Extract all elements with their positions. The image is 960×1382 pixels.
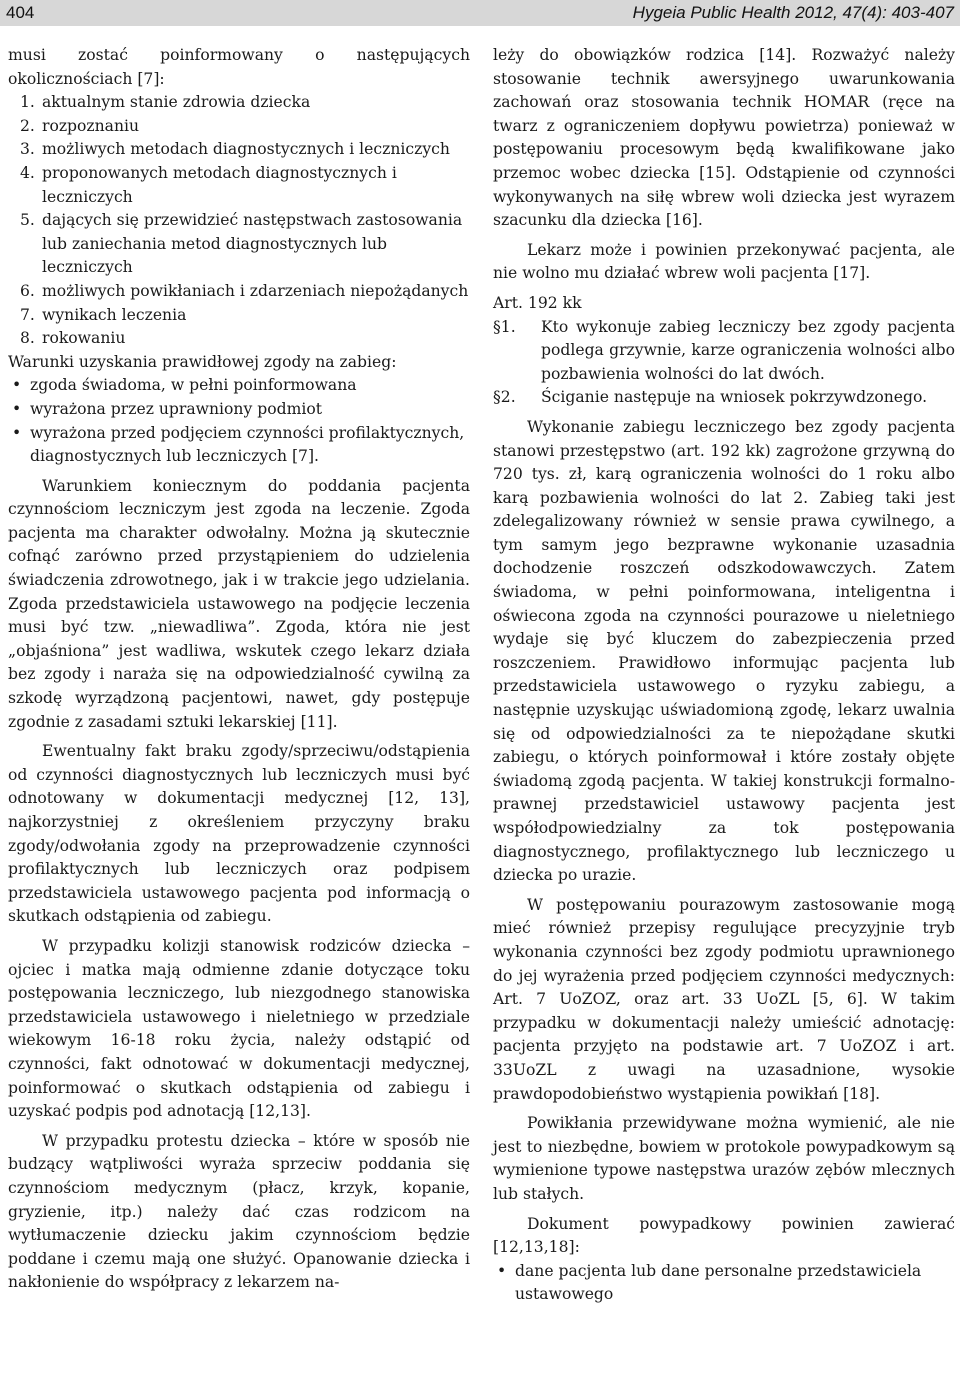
article-title: Art. 192 kk bbox=[493, 293, 582, 312]
intro-text: musi zostać poinformowany o następujących okolicznościach [7]: bbox=[8, 46, 470, 88]
law-text: Ściganie następuje na wniosek pokrzywdzonego. bbox=[541, 388, 928, 407]
list-item: 8. rokowaniu bbox=[42, 327, 470, 351]
body-paragraph: Warunkiem koniecznym do poddania pacjenta czynnościom leczniczym jest zgoda na leczenie. Zgoda pacjenta ma charakter odwołalny. Można ją skutecznie cofnąć zarówno przed przystąpieniem do udzielenia świadczenia zdrowotnego, jak i w trakcie jego udzielania. Zgoda przedstawiciela ustawowego na podjęcie leczenia musi być tzw. „niewadliwa”. Zgoda, która nie jest „objaśniona” jest wadliwa, wskutek czego lekarz działa bez zgody i naraża się na odpowiedzialność cywilną za szkodę wyrządzoną pacjentowi, nawet, gdy postępuje zgodnie z zasadami sztuki lekarskiej [11]. bbox=[8, 476, 470, 731]
body-paragraph: Ewentualny fakt braku zgody/sprzeciwu/odstąpienia od czynności diagnostycznych lub leczniczych musi być odnotowany w dokumentacji medycznej [12, 13], najkorzystniej z określeniem przyczyny braku zgody/odwołania zgody na przeprowadzenie czynności profilaktycznych lub leczniczych oraz podpisem przedstawiciela ustawowego pacjenta pod informacją o skutkach odstąpienia od zabiegu. bbox=[8, 742, 470, 926]
left-column bbox=[8, 44, 470, 1295]
right-column bbox=[493, 44, 955, 1307]
list-item: 7. wynikach leczenia bbox=[42, 304, 470, 328]
list-item: • dane pacjenta lub dane personalne przedstawiciela ustawowego bbox=[515, 1260, 955, 1307]
section-mark: §2. bbox=[493, 388, 516, 407]
journal-citation: Hygeia Public Health 2012, 47(4): 403-407 bbox=[632, 3, 954, 22]
law-clause bbox=[493, 386, 955, 410]
page-number: 404 bbox=[6, 3, 35, 22]
section-mark: §1. bbox=[493, 317, 516, 336]
body-paragraph: W przypadku protestu dziecka – które w sposób nie budzący wątpliwości wyraża sprzeciw poddania się czynnościom medycznym (płacz, krzyk, kopanie, gryzienie, itp.) należy dać czas rodzicom na wytłumaczenie dziecku jakim czynnościom będzie poddane i czemu mają one służyć. Opanowanie dziecka i nakłonienie do współpracy z lekarzem na- bbox=[8, 1131, 470, 1292]
body-paragraph: Dokument powypadkowy powinien zawierać [12,13,18]: bbox=[493, 1214, 955, 1257]
list-item: 6. możliwych powikłaniach i zdarzeniach niepożądanych bbox=[42, 280, 470, 304]
body-paragraph: Lekarz może i powinien przekonywać pacjenta, ale nie wolno mu działać wbrew woli pacjenta [17]. bbox=[493, 240, 955, 283]
document-contents-list bbox=[493, 1260, 955, 1307]
body-paragraph: W przypadku kolizji stanowisk rodziców dziecka – ojciec i matka mają odmienne zdanie dotyczące toku postępowania leczniczego, lub niezgodnego stanowiska przedstawiciela ustawowego i nieletniego w przedziale wiekowym 16-18 roku życia, należy odstąpić od czynności, fakt odnotować w dokumentacji medycznej, poinformować o skutkach odstąpienia od zabiegu i uzyskać podpis pod adnotacją [12,13]. bbox=[8, 936, 470, 1121]
list-item: 5. dających się przewidzieć następstwach zastosowania lub zaniechania metod diagnostycznych lub leczniczych bbox=[42, 209, 470, 280]
list-item: 3. możliwych metodach diagnostycznych i leczniczych bbox=[42, 138, 470, 162]
conditions-intro: Warunki uzyskania prawidłowej zgody na zabieg: bbox=[8, 352, 397, 371]
law-text: Kto wykonuje zabieg leczniczy bez zgody pacjenta podlega grzywnie, karze ograniczenia wolności albo pozbawienia wolności do lat dwóch. bbox=[541, 317, 955, 383]
list-item: 2. rozpoznaniu bbox=[42, 115, 470, 139]
list-item: • wyrażona przez uprawniony podmiot bbox=[30, 398, 470, 422]
body-paragraph: Wykonanie zabiegu leczniczego bez zgody pacjenta stanowi przestępstwo (art. 192 kk) zagrożone grzywną do 720 tys. zł, karą ograniczenia wolności do 1 roku albo karą pozbawienia wolności do lat 2. Zabieg taki jest zdelegalizowany również w sensie prawa cywilnego, a tym samym jego bezprawne wykonanie uzasadnia dochodzenie roszczeń odszkodowawczych. Zatem świadoma, w pełni poinformowana, inteligentna i oświecona zgoda na czynności pourazowe u nieletniego wydaje się być kluczem do zabezpieczenia przed roszczeniem. Prawidłowo informując pacjenta lub przedstawiciela ustawowego o ryzyku zabiegu, a następnie uzyskując uświadomioną zgodę, lekarz uwalnia się od odpowiedzialności za te niepożądane skutki zabiegu, o których poinformował i które zostały objęte świadomą zgodą pacjenta. W takiej konstrukcji formalno-prawnej przedstawiciel ustawowy pacjenta jest współodpowiedzialny za tok postępowania diagnostycznego, profilaktycznego lub leczniczego u dziecka po urazie. bbox=[493, 417, 955, 885]
list-item: • zgoda świadoma, w pełni poinformowana bbox=[30, 374, 470, 398]
body-paragraph: leży do obowiązków rodzica [14]. Rozważyć należy stosowanie technik awersyjnego uwarunkowania zachowań oraz stosowania technik HOMAR (ręce na twarz z ograniczeniem dopływu powietrza) ponieważ w postępowaniu procesowym będą kwalifikowane jako przemoc wobec dziecka [15]. Odstąpienie od czynności wykonywanych na siłę wbrew woli dziecka jest wyrazem szacunku dla dziecka [16]. bbox=[493, 46, 955, 230]
page-header bbox=[0, 0, 960, 26]
conditions-list bbox=[8, 374, 470, 468]
body-paragraph: W postępowaniu pourazowym zastosowanie mogą mieć również przepisy regulujące precyzyjnie tryb wykonania czynności bez zgody podmiotu uprawnionego do jej wyrażenia przed podjęciem czynności medycznych: Art. 7 UoZOZ, oraz art. 33 UoZL [5, 6]. W takim przypadku w dokumentacji należy umieścić adnotację: pacjenta przyjęto na podstawie art. 7 UoZOZ i art. 33UoZL z uwagi na uzasadnione, wysokie prawdopodobieństwo wystąpienia powikłań [18]. bbox=[493, 895, 955, 1103]
list-item: 4. proponowanych metodach diagnostycznych i leczniczych bbox=[42, 162, 470, 209]
law-clause bbox=[493, 316, 955, 387]
information-list bbox=[8, 91, 470, 351]
body-paragraph: Powikłania przewidywane można wymienić, ale nie jest to niezbędne, bowiem w protokole powypadkowym są wymienione typowe następstwa urazów zębów mlecznych lub stałych. bbox=[493, 1114, 955, 1203]
list-item: • wyrażona przed podjęciem czynności profilaktycznych, diagnostycznych lub leczniczych [7]. bbox=[30, 422, 470, 469]
list-item: 1. aktualnym stanie zdrowia dziecka bbox=[42, 91, 470, 115]
